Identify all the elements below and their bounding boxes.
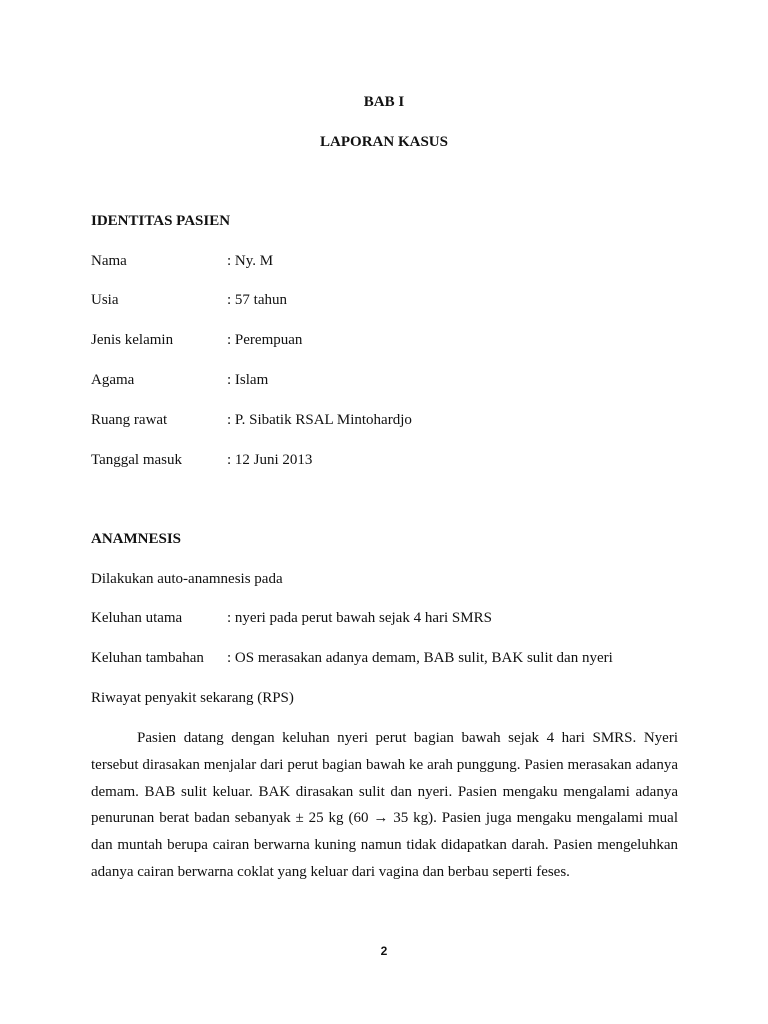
anamnesis-intro: Dilakukan auto-anamnesis pada	[91, 571, 283, 587]
identity-label-tanggal-masuk: Tanggal masuk	[91, 452, 183, 468]
identity-value-jenis-kelamin: : Perempuan	[227, 332, 303, 348]
anamnesis-heading: ANAMNESIS	[91, 531, 182, 547]
main-complaint-value: : nyeri pada perut bawah sejak 4 hari SMRS	[227, 610, 492, 626]
identity-label-usia: Usia	[91, 292, 119, 308]
report-title: LAPORAN KASUS	[320, 134, 448, 150]
chapter-heading: BAB I	[363, 94, 405, 110]
rps-paragraph	[91, 725, 678, 886]
extra-complaint-label: Keluhan tambahan	[91, 650, 204, 666]
identity-label-agama: Agama	[91, 372, 135, 388]
identity-value-ruang-rawat: : P. Sibatik RSAL Mintohardjo	[227, 412, 412, 428]
main-complaint-label: Keluhan utama	[91, 610, 183, 626]
identity-label-jenis-kelamin: Jenis kelamin	[91, 332, 174, 348]
rps-heading: Riwayat penyakit sekarang (RPS)	[91, 690, 294, 706]
identity-value-nama: : Ny. M	[227, 253, 274, 269]
rps-text: Pasien datang dengan keluhan nyeri perut bagian bawah sejak 4 hari SMRS. Nyeri tersebut dirasakan menjalar dari perut bagian bawah ke arah punggung. Pasien merasakan adanya demam. BAB sulit keluar. BAK dirasakan sulit dan nyeri. Pasien mengaku mengalami adanya penurunan berat badan sebanyak ± 25 kg (60 → 35 kg). Pasien juga mengaku mengalami mual dan muntah berupa cairan berwarna kuning namun tidak didapatkan darah. Pasien mengeluhkan adanya cairan berwarna coklat yang keluar dari vagina dan berbau seperti feses.	[91, 730, 678, 880]
identity-label-nama: Nama	[91, 253, 127, 269]
identity-label-ruang-rawat: Ruang rawat	[91, 412, 168, 428]
page-number: 2	[380, 944, 388, 958]
identity-value-agama: : Islam	[227, 372, 269, 388]
identity-value-usia: : 57 tahun	[227, 292, 287, 308]
identity-heading: IDENTITAS PASIEN	[91, 213, 231, 229]
extra-complaint-value: : OS merasakan adanya demam, BAB sulit, BAK sulit dan nyeri	[227, 650, 613, 666]
identity-value-tanggal-masuk: : 12 Juni 2013	[227, 452, 313, 468]
